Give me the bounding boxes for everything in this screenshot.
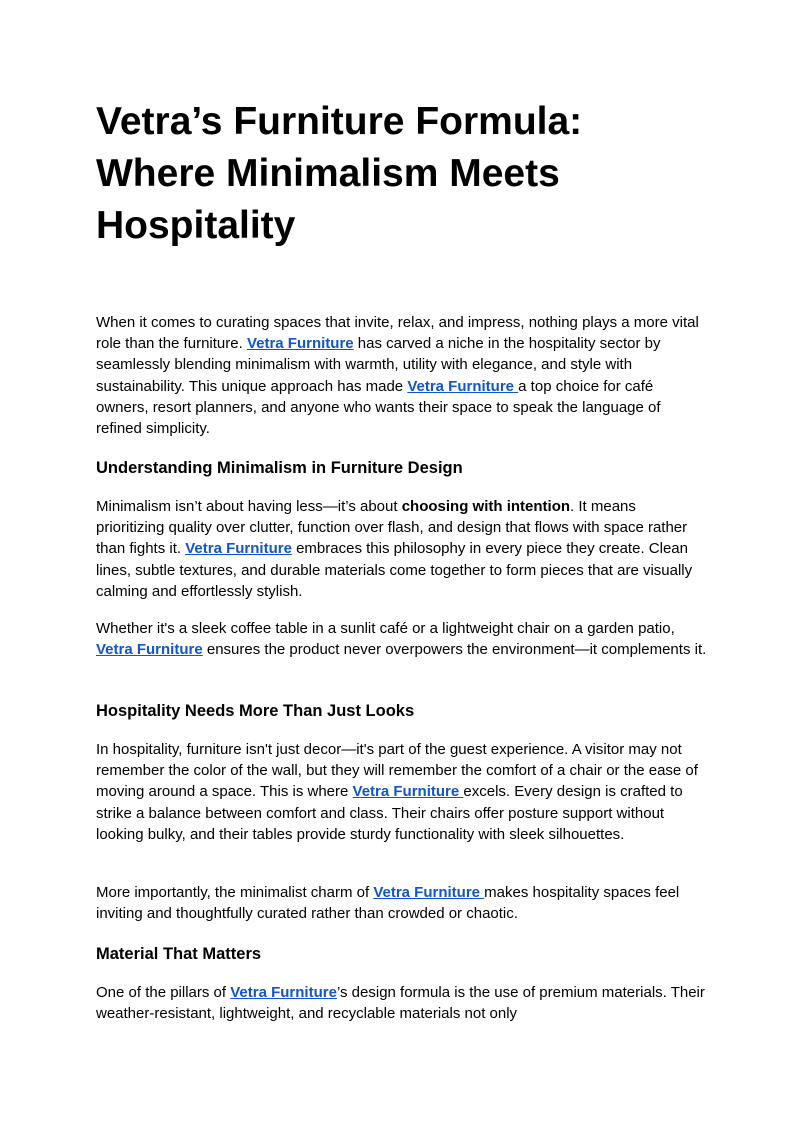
minimalism-paragraph-2: Whether it's a sleek coffee table in a sunlit café or a lightweight chair on a garden patio, Vetra Furniture ensures the product never overpowers the environment—it complements it. — [96, 620, 707, 659]
vetra-furniture-link[interactable]: Vetra Furniture — [352, 783, 464, 801]
title-line-2: Where Minimalism Meets — [96, 152, 560, 195]
vetra-furniture-link[interactable]: Vetra Furniture — [230, 984, 337, 1001]
minimalism-paragraph-1: Minimalism isn’t about having less—it’s about choosing with intention. It means prioritizing quality over clutter, function over flash, and design that flows with space rather than fights it. Vetra Furniture embraces this philosophy in every piece they create. Clean lines, subtle textures, and durable materials come together to form pieces that are visually calming and effortlessly stylish. — [96, 498, 693, 600]
material-paragraph-1: One of the pillars of Vetra Furniture’s design formula is the use of premium materials. Their weather-resistant, lightweight, and recyclable materials not only — [96, 984, 705, 1023]
intro-paragraph: When it comes to curating spaces that invite, relax, and impress, nothing plays a more vital role than the furniture. Vetra Furniture has carved a niche in the hospitality sector by seamlessly blending minimalism with warmth, utility with elegance, and style with sustainability. This unique approach has made Vetra Furniture a top choice for café owners, resort planners, and anyone who wants their space to speak the language of refined simplicity. — [96, 314, 699, 438]
vetra-furniture-link[interactable]: Vetra Furniture — [373, 884, 485, 901]
page-title — [96, 96, 708, 252]
hospitality-paragraph-2: More importantly, the minimalist charm of Vetra Furniture makes hospitality spaces feel inviting and thoughtfully curated rather than crowded or chaotic. — [96, 884, 680, 923]
title-line-1: Vetra’s Furniture Formula: — [96, 100, 583, 143]
vetra-furniture-link[interactable]: Vetra Furniture — [407, 377, 519, 395]
section-heading-hospitality: Hospitality Needs More Than Just Looks — [96, 702, 415, 720]
section-heading-minimalism: Understanding Minimalism in Furniture Design — [96, 459, 463, 477]
section-heading-material: Material That Matters — [96, 945, 262, 963]
emphasis-text: choosing with intention — [401, 498, 571, 515]
vetra-furniture-link[interactable]: Vetra Furniture — [96, 641, 203, 659]
title-line-3: Hospitality — [96, 204, 296, 247]
vetra-furniture-link[interactable]: Vetra Furniture — [185, 540, 292, 558]
hospitality-paragraph-1: In hospitality, furniture isn't just decor—it's part of the guest experience. A visitor may not remember the color of the wall, but they will remember the comfort of a chair or the ease of moving around a space. This is where Vetra Furniture excels. Every design is crafted to strike a balance between comfort and class. Their chairs offer posture support without looking bulky, and their tables provide sturdy functionality with sleek silhouettes. — [96, 741, 698, 843]
vetra-furniture-link[interactable]: Vetra Furniture — [246, 335, 354, 353]
